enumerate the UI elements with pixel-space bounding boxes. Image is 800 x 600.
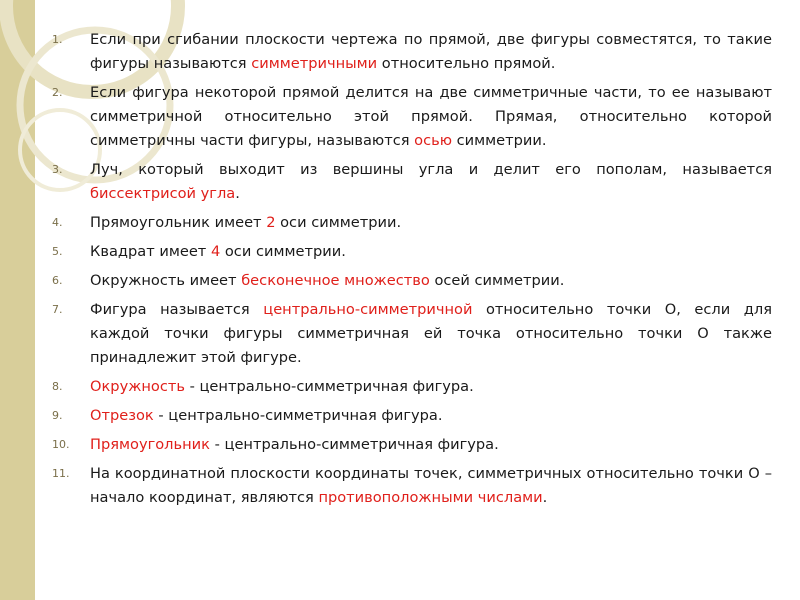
- text-run: относительно прямой.: [377, 55, 556, 72]
- list-item-text: [90, 433, 772, 457]
- list-item-number: 6.: [52, 274, 63, 287]
- list-item-number: 4.: [52, 216, 63, 229]
- highlighted-term: центрально-симметричной: [263, 301, 473, 318]
- text-run: Луч, который выходит из вершины угла и делит его пополам, называется: [90, 161, 772, 178]
- text-run: осей симметрии.: [429, 272, 565, 289]
- text-run: Окружность имеет: [90, 272, 242, 289]
- list-item-number: 7.: [52, 303, 63, 316]
- text-run: относительно точки О, если для каждой точки фигуры симметричная ей точка относительно точки О также принадлежит этой фигуре.: [90, 301, 772, 366]
- text-run: - центрально-симметричная фигура.: [209, 436, 499, 453]
- highlighted-term: Прямоугольник: [90, 436, 210, 453]
- highlighted-term: симметричными: [251, 55, 378, 72]
- list-item: [52, 404, 772, 428]
- list-item: [52, 158, 772, 206]
- text-run: На координатной плоскости координаты точек, симметричных относительно точки О – начало координат, являются: [90, 465, 772, 506]
- list-item-text: [90, 28, 772, 76]
- list-item-number: 8.: [52, 380, 63, 393]
- list-item: [52, 211, 772, 235]
- slide-sidebar-strip: [0, 0, 35, 600]
- list-item: [52, 375, 772, 399]
- highlighted-term: Отрезок: [90, 407, 154, 424]
- list-item-text: [90, 298, 772, 370]
- list-item-text: [90, 81, 772, 153]
- text-run: Прямоугольник имеет: [90, 214, 267, 231]
- list-item-text: [90, 240, 772, 264]
- text-run: Квадрат имеет: [90, 243, 211, 260]
- highlighted-term: осью: [414, 132, 453, 149]
- text-run: .: [542, 489, 548, 506]
- list-item-number: 10.: [52, 438, 70, 451]
- text-run: - центрально-симметричная фигура.: [153, 407, 443, 424]
- text-run: Если при сгибании плоскости чертежа по прямой, две фигуры совместятся, то такие фигуры называются: [90, 31, 772, 72]
- highlighted-term: противоположными числами: [318, 489, 543, 506]
- text-run: симметрии.: [452, 132, 547, 149]
- list-item-number: 9.: [52, 409, 63, 422]
- text-run: - центрально-симметричная фигура.: [184, 378, 474, 395]
- highlighted-term: 2: [266, 214, 276, 231]
- slide-content: [52, 28, 772, 515]
- list-item: [52, 433, 772, 457]
- list-item-text: [90, 269, 772, 293]
- list-item: [52, 28, 772, 76]
- list-item-text: [90, 404, 772, 428]
- list-item-number: 11.: [52, 467, 70, 480]
- list-item-number: 2.: [52, 86, 63, 99]
- list-item-number: 5.: [52, 245, 63, 258]
- list-item-text: [90, 462, 772, 510]
- list-item: [52, 269, 772, 293]
- list-item-number: 3.: [52, 163, 63, 176]
- text-run: оси симметрии.: [220, 243, 346, 260]
- text-run: .: [235, 185, 240, 202]
- list-item-text: [90, 211, 772, 235]
- list-item-text: [90, 158, 772, 206]
- list-item: [52, 298, 772, 370]
- list-item: [52, 240, 772, 264]
- text-run: Фигура называется: [90, 301, 264, 318]
- list-item: [52, 462, 772, 510]
- highlighted-term: Окружность: [90, 378, 185, 395]
- highlighted-term: биссектрисой угла: [90, 185, 236, 202]
- list-item: [52, 81, 772, 153]
- list-item-number: 1.: [52, 33, 63, 46]
- highlighted-term: бесконечное множество: [241, 272, 430, 289]
- definitions-list: [52, 28, 772, 510]
- text-run: оси симметрии.: [275, 214, 402, 231]
- list-item-text: [90, 375, 772, 399]
- highlighted-term: 4: [210, 243, 221, 260]
- text-run: Если фигура некоторой прямой делится на две симметричные части, то ее называют симметричной относительно этой прямой. Прямая, относительно которой симметричны части фигуры, называются: [90, 84, 772, 149]
